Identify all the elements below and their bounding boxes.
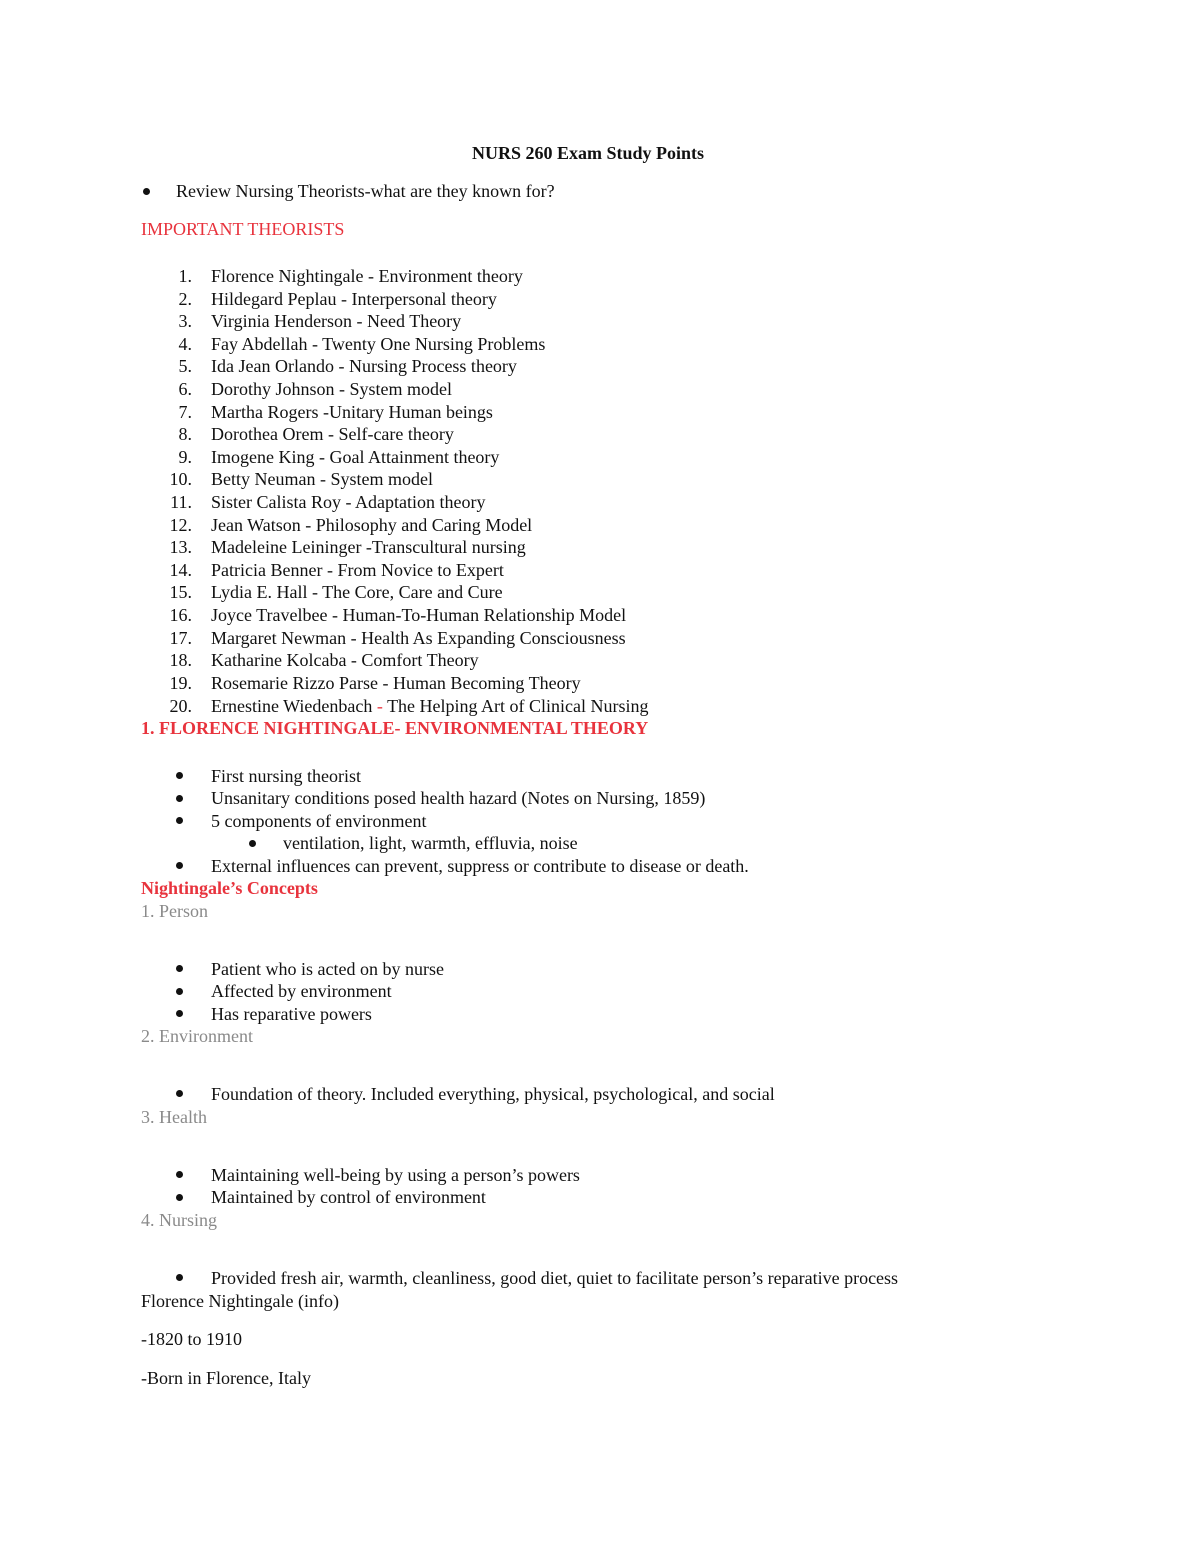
list-number: 8.	[178, 424, 192, 444]
theorist-name: Ernestine Wiedenbach	[211, 696, 373, 716]
list-number: 19.	[169, 673, 192, 693]
list-number: 9.	[178, 447, 192, 467]
concept-health-label: 3. Health	[141, 1107, 207, 1127]
bullet-icon	[176, 1194, 183, 1201]
list-item: Florence Nightingale - Environment theory	[211, 266, 523, 286]
list-item: Betty Neuman - System model	[211, 469, 433, 489]
bullet-icon	[176, 1010, 183, 1017]
list-item: Katharine Kolcaba - Comfort Theory	[211, 650, 479, 670]
bullet-icon	[176, 795, 183, 802]
section1-heading: 1. FLORENCE NIGHTINGALE- ENVIRONMENTAL THEORY	[141, 718, 649, 738]
theorist-theory: The Helping Art of Clinical Nursing	[387, 696, 649, 716]
list-number: 12.	[169, 515, 192, 535]
list-item: Margaret Newman - Health As Expanding Consciousness	[211, 628, 626, 648]
list-item: Ida Jean Orlando - Nursing Process theory	[211, 356, 517, 376]
list-number: 2.	[178, 289, 192, 309]
bullet-icon	[176, 965, 183, 972]
list-number: 14.	[169, 560, 192, 580]
info-born: -Born in Florence, Italy	[141, 1368, 311, 1388]
list-item: Sister Calista Roy - Adaptation theory	[211, 492, 486, 512]
important-theorists-heading: IMPORTANT THEORISTS	[141, 219, 345, 239]
list-item: Maintained by control of environment	[211, 1187, 486, 1207]
list-number: 4.	[178, 334, 192, 354]
list-item: Martha Rogers -Unitary Human beings	[211, 402, 493, 422]
list-number: 17.	[169, 628, 192, 648]
concept-person-label: 1. Person	[141, 901, 208, 921]
list-item: Maintaining well-being by using a person’s powers	[211, 1165, 580, 1185]
list-item: Imogene King - Goal Attainment theory	[211, 447, 500, 467]
bullet-icon	[176, 772, 183, 779]
list-number: 18.	[169, 650, 192, 670]
bullet-icon	[249, 840, 256, 847]
list-item: Dorothea Orem - Self-care theory	[211, 424, 454, 444]
list-item: Patient who is acted on by nurse	[211, 959, 444, 979]
list-number: 10.	[169, 469, 192, 489]
list-item: Dorothy Johnson - System model	[211, 379, 452, 399]
bullet-icon	[176, 817, 183, 824]
review-bullet-text: Review Nursing Theorists-what are they known for?	[176, 181, 555, 201]
page-title: NURS 260 Exam Study Points	[472, 143, 705, 163]
list-number: 5.	[178, 356, 192, 376]
list-item: Virginia Henderson - Need Theory	[211, 311, 462, 331]
list-item: External influences can prevent, suppress or contribute to disease or death.	[211, 856, 749, 876]
list-number: 13.	[169, 537, 192, 557]
list-number: 7.	[178, 402, 192, 422]
concept-environment-label: 2. Environment	[141, 1026, 253, 1046]
list-item: Patricia Benner - From Novice to Expert	[211, 560, 504, 580]
list-number: 11.	[170, 492, 192, 512]
info-heading: Florence Nightingale (info)	[141, 1291, 339, 1311]
bullet-icon	[176, 1090, 183, 1097]
concept-nursing-label: 4. Nursing	[141, 1210, 217, 1230]
list-number: 20.	[169, 696, 192, 716]
list-item: Hildegard Peplau - Interpersonal theory	[211, 289, 497, 309]
list-number: 15.	[169, 582, 192, 602]
bullet-icon	[176, 862, 183, 869]
list-number: 3.	[178, 311, 192, 331]
list-item: Foundation of theory. Included everything, physical, psychological, and social	[211, 1084, 775, 1104]
bullet-icon	[176, 1171, 183, 1178]
list-number: 1.	[178, 266, 192, 286]
list-item: Unsanitary conditions posed health hazard (Notes on Nursing, 1859)	[211, 788, 706, 808]
bullet-icon	[176, 1274, 183, 1281]
list-number: 6.	[178, 379, 192, 399]
bullet-icon	[176, 988, 183, 995]
list-item: Lydia E. Hall - The Core, Care and Cure	[211, 582, 503, 602]
list-item: Affected by environment	[211, 981, 392, 1001]
list-item: Madeleine Leininger -Transcultural nursing	[211, 537, 526, 557]
list-item: Fay Abdellah - Twenty One Nursing Problems	[211, 334, 546, 354]
bullet-icon	[143, 188, 150, 195]
concepts-heading: Nightingale’s Concepts	[141, 878, 318, 898]
list-item: Has reparative powers	[211, 1004, 372, 1024]
list-item: Rosemarie Rizzo Parse - Human Becoming Theory	[211, 673, 581, 693]
theorist-dash: -	[372, 696, 388, 716]
list-item: Joyce Travelbee - Human-To-Human Relationship Model	[211, 605, 627, 625]
list-item: First nursing theorist	[211, 766, 362, 786]
list-item: Jean Watson - Philosophy and Caring Model	[211, 515, 533, 535]
list-item	[211, 695, 649, 717]
sub-list-item: ventilation, light, warmth, effluvia, noise	[283, 833, 578, 853]
list-item: Provided fresh air, warmth, cleanliness, good diet, quiet to facilitate person’s reparative process	[211, 1268, 899, 1288]
list-item: 5 components of environment	[211, 811, 427, 831]
list-number: 16.	[169, 605, 192, 625]
info-years: -1820 to 1910	[141, 1329, 242, 1349]
